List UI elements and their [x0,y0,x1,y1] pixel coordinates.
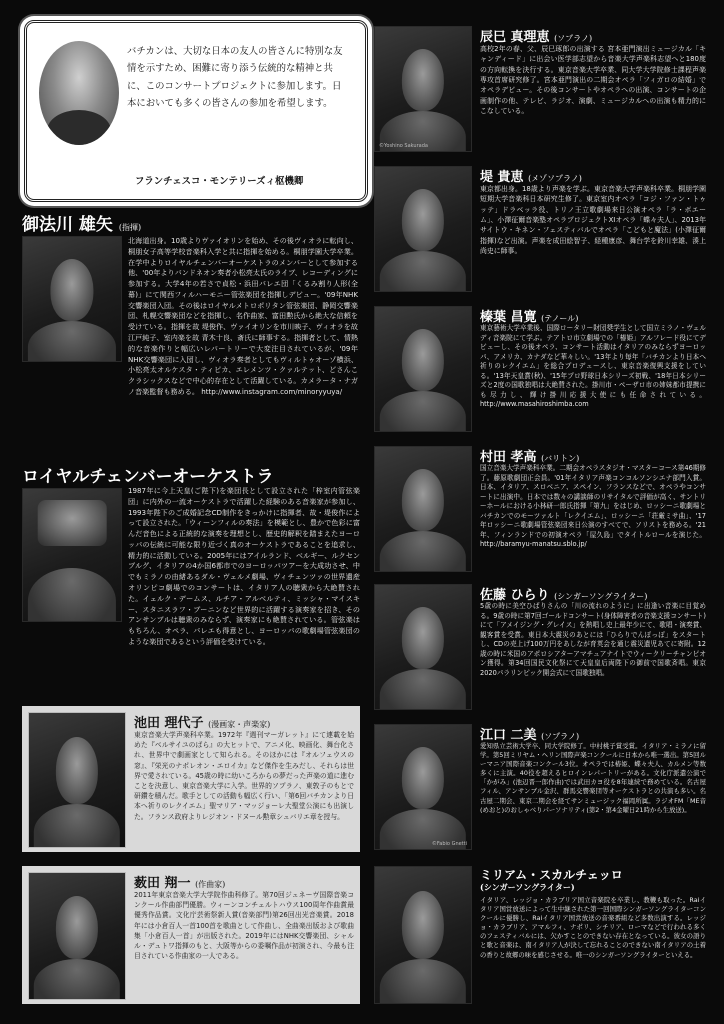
tsutsumi-photo-body [380,251,466,292]
tsutsumi-photo-face [402,189,444,251]
murata-name: 村田 孝高 [480,450,537,465]
tatsumi-heading [480,26,592,45]
murata-bio: 国立音楽大学声楽科卒業。二期会オペラスタジオ・マスターコース第46期修了。藤原歌劇団正会員。'01年イタリア声楽コンコルソンシエナ部門入賞。日本、イタリア、スロベニア、スペイン、フランスなどで、オペラやコンサートに出演中。日本では数々の講談師のリサイタルで評価が高く、サントリーホールにおける小林研一郎氏指揮「第九」をはじめ、ロッシーニ歌劇場とバチカンでのモーツァルト「レクイエム」、ロッシーニ「荘厳ミサ曲」、'17年ロッシーニ歌劇場管弦楽団来日公演のすべてで、ソリストを務める。'21年、フィンランドでの初演オペラ「屋久島」でタイトルロールを演じた。http://baramyu-manatsu.sblo.jp/ [480,464,706,549]
miriam-name: ミリアム・スカルチェッロ [480,868,623,882]
eguchi-heading [480,724,579,743]
ikeda-role: (漫画家・声楽家) [208,720,271,729]
yabuta-photo-face [56,896,98,959]
eguchi-photo [374,724,472,850]
haba-photo-body [380,391,466,432]
ikeda-name: 池田 理代子 [134,716,204,731]
haba-heading [480,306,578,325]
eguchi-name: 江口 二美 [480,728,537,743]
orchestra-bio: 1987年に今上天皇(ご陛下)を楽団長として設立された「梓室内管弦楽団」に内外の一流オーケストラで活躍した経験のある音楽家が参加し、1993年陛下のご成婚記念CD制作をきっかけに指揮者、故・堤俊作によって設立された。「ウィーンフィルの奏法」を模範とし、豊かで色彩に富んだ音色による正統的な演奏を理想とし、歴史的解釈を踏まえたヨーロッパの伝統に可能な限り近づく真のオーケストラであることを追求し、精力的に活動している。2005年にはアイルランド、ベルギー、ルクセンブルグ、イタリアの4か国6都市でのヨーロッパツアーを大成功させ、中でもミラノの由緒あるダル・ヴェルメ劇場、ヴィチェンツァの世界遺産オリンピコ劇場でのコンサートは、イタリア人の聴衆から大絶賛された。イェルク・デームス、ルチア・アルベルティ、ミッシャ・マイスキー、スタニスラフ・ブーニンなど世界的に活躍する演奏家を招き、そのアンサンブルは聴衆のみならず、演奏家にも絶賛されている。管弦楽はもちろん、オペラ、バレエも得意とし、ヨーロッパの歌劇場管弦楽団のような楽団であるという評価を受けている。 [128,486,360,646]
sato-name: 佐藤 ひらり [480,588,550,603]
tatsumi-name: 辰巳 真理恵 [480,30,550,45]
haba-role: (テノール) [541,314,579,323]
yabuta-panel [22,866,360,1004]
murata-photo-body [380,531,466,572]
conductor-heading [22,210,141,235]
eguchi-bio: 愛知県立芸術大学卒、同大学院修了。中村桃子賞受賞。イタリア・ミラノに留学。第5回ミリヤム・ヘリン国際声楽コンクールに日本から唯一選出。第5回ルーマニア国際音楽コンクール3位。オペラでは椿姫、蝶々夫人、カルメン等数多くに主演。40役を超えるヒロインレパートリーがある。文化庁派遣公演で「かがみ」(池辺晋一郎作曲)では武田カヨ役を8年連続で務めている。名古屋フィル、アンサンブル金沢、群馬交響楽団等オーケストラとの共演も多い。名古屋二期会、東京二期会を経てサンミュージック福岡所属。ラジオFM「ME音(めおと)のおしゃべりパーソナリティ(第2・第4金曜日21時から生放送)。 [480,742,706,814]
ikeda-photo-body [34,804,120,848]
tatsumi-role: (ソプラノ) [554,34,593,43]
miriam-role: (シンガーソングライター) [480,882,575,892]
quote-text: バチカンは、大切な日本の友人の皆さんに特別な友情を示すため、困難に寄り添う伝統的な精神と共に、このコンサートプロジェクトに参加します。日本においても多くの皆さんの参加を希望します。 [127,46,343,110]
eguchi-photo-credit: ©Fabio Gnetti [431,841,467,847]
sato-bio: 5歳の時に美空ひばりさんの「川の流れのように」に出逢い音楽に目覚める。9歳の時に第7回ゴールドコンサート(身体障害者の音楽支援コンサート)にて「アメイジング・グレイス」を熱唱し史上最年少にて、歌唱・演奏賞、観客賞を受賞。東日本大震災のあとには「ひらりでんぽっぽ」をスタートし、CDの売上げ100万円をあしなが育英会を通じ震災遺児あてに寄附。12歳の時に米国のアポロシアターアマチュアナイトでウィークリーチャンピオン獲得。第34回国民文化祭にて天皇皇后両陛下の御前で国歌斉唱。東京2020パラリンピック開会式にて国歌独唱。 [480,602,706,677]
miriam-photo-face [402,891,444,959]
yabuta-role: (作曲家) [195,880,226,889]
miriam-photo-body [380,959,466,1004]
orchestra-photo-hall [38,500,107,546]
cardinal-portrait [39,41,119,145]
quote-box [24,20,368,202]
haba-photo [374,306,472,432]
orchestra-photo [22,488,122,622]
orchestra-name: ロイヤルチェンバーオーケストラ [22,467,274,487]
yabuta-name: 薮田 翔一 [134,876,191,891]
ikeda-heading [134,712,270,731]
ikeda-panel [22,706,360,852]
conductor-name: 御法川 雄矢 [22,215,113,235]
murata-photo [374,446,472,572]
yabuta-photo [28,872,126,1000]
eguchi-role: (ソプラノ) [541,732,580,741]
yabuta-photo-body [34,959,120,1000]
cardinal-collar [47,110,111,145]
miriam-bio: イタリア、レッジョ・カラブリア国立音楽院を卒業し、教鞭も取った。Raiイタリア国営放送によって生中継された第一回国際シンガーソングライターコンクールに優勝し、Raiイタリア国営放送の音楽番組など多数出演する。レッジョ・カラブリア、アマルフィ、ナポリ、シチリア、ローマなどで行われる多くのフェスティバルには、欠かすことのできない存在となっている。彼女の語りと歌と音楽は、南イタリア人が決して忘れることのできない南イタリアの土着の香りと故郷の味を感じさせる。唯一のシンガーソングライターといえる。 [480,896,706,959]
yabuta-heading [134,872,225,891]
haba-bio: 東京藝術大学卒業後、国際ロータリー財団奨学生として国立ミラノ・ヴェルディ音楽院にて学ぶ。テアトロ市立劇場での「椿姫」アルフレード役にてデビューし、その後オペラ、コンサート活動はイタリアのみならずヨーロッパ、アメリカ、カナダなど華々しい。'13年より毎年「バチカンより日本へ祈りのレクイエム」を総合プロデュースし、東京音楽復興支援をしている。'13年天皇賞(秋)、'15年プロ野球日本シリーズ初戦、'18年日本シリーズと2度の国歌独唱は大絶賛された。掛川市・ペーザロ市の姉妹都市提携にも尽力し、輝け掛川応援大使にも任命されている。http://www.masahiroshimba.com [480,324,706,409]
murata-photo-face [402,469,444,531]
tsutsumi-bio: 東京都出身。18歳より声楽を学ぶ。東京音楽大学声楽科卒業。桐朋学園短期大学音楽科日本研究生修了。東京室内オペラ「コジ・ファン・トゥッテ」ドラベッラ役、トリノ王立歌劇場来日公演オペラ「ラ・ボエーム」、小澤征爾音楽塾オペラプロジェクトXIオペラ「蝶々夫人」、2013年サイトウ・キネン・フェスティバルでオペラ「こどもと魔法」(小澤征爾指揮)など出演。声楽を成田絵智子、経種康彦、舞台学を鈴川幸雄、湊上尚史に師事。 [480,185,706,256]
haba-name: 榛葉 昌寛 [480,310,537,325]
sato-photo-body [380,669,466,710]
conductor-photo-face [50,259,93,321]
ikeda-photo-face [56,737,98,804]
miriam-photo [374,866,472,1004]
tatsumi-photo-face [402,49,444,111]
sato-heading [480,584,647,603]
murata-heading [480,446,579,465]
tatsumi-bio: 高校2年の春、父、辰巳琢郎の出演する 宮本亜門演出ミュージカル「キャンディード」に出会い医学部志望から音楽大学声楽科志望へと180度の方向転換を決行する。東京音楽大学卒業、同大学大学院修士課程声楽専攻首席研究修了。宮本亜門演出の二期会オペラ「フィガロの結婚」でオペラデビュー。その後コンサートやオペラへの出演、コンサートの企画制作の他、テレビ、ラジオ、演劇、ミュージカルへの出演も精力的にこなしている。 [480,45,706,116]
tatsumi-photo-credit: ©Yoshino Sakurada [379,143,428,149]
ikeda-photo [28,712,126,848]
conductor-photo [22,236,122,362]
quote-signature: フランチェスコ・モンテリーズィ枢機卿 [135,176,304,187]
sato-photo-face [402,607,444,669]
tsutsumi-heading [480,166,582,185]
tsutsumi-role: (メゾソプラノ) [528,174,582,183]
yabuta-bio: 2011年東京音楽大学大学院作曲科修了。第70回ジュネーヴ国際音楽コンクール作曲部門優勝。ウィーンコンチェルトハウス100周年作曲賞最優秀作品賞。文化庁芸術祭新人賞(音楽部門)第26回出光音楽賞。2018年には小倉百人一首100首を歌曲として作曲し、全曲楽出版および歌曲集「小倉百人一首」が出版された。2019年にはNHK交響楽団、シャルル・デュトワ指揮のもと、大阪等からの委嘱作品が初演され、今最も注目されている作曲家の一人である。 [134,891,354,961]
conductor-photo-body [28,321,116,362]
murata-role: (バリトン) [541,454,580,463]
orchestra-photo-stage [28,568,116,622]
sato-photo [374,584,472,710]
sato-role: (シンガーソングライター) [554,592,648,601]
tsutsumi-name: 堤 貴恵 [480,170,524,185]
haba-photo-face [402,329,444,391]
tatsumi-photo [374,26,472,152]
eguchi-photo-face [402,747,444,809]
ikeda-bio: 東京音楽大学声楽科卒業。1972年『週刊マーガレット』にて連載を始めた『ベルサイユのばら』の大ヒットで、アニメ化、映画化、舞台化され、世界中で劇画家として知られる。そのほかには『オルフェウスの窓』、『栄光のナポレオン・エロイカ』など傑作を生みだし、それらは世界で愛されている。45歳の時に幼いころからの夢だった声楽の道に進むことを決意し、東京音楽大学に入学。世界的ソプラノ、東敦子のもとで研鑽を積んだ。歌手としての活動も幅広く行い、「第6回バチカンより日本へ祈りのレクイエム」聖マリア・マッジョーレ大聖堂公演にも出演した。フランス政府よりレジオン・ドヌール勲章シュバリエ章を授与。 [134,731,354,821]
tsutsumi-photo [374,166,472,292]
conductor-role: (指揮) [118,223,142,232]
conductor-bio: 北海道出身。10歳よりヴァイオリンを始め、その後ヴィオラに転向し、桐朋女子高等学校音楽科入学と共に指揮を始める。桐朋学園大学卒業。在学中よりロイヤルチェンバーオーケストラのメンバーとして参加する他、'00年よりバンドネオン奏者小松亮太氏のライブ、レコーディングに参加する。大学4年の若さで貞松・浜田バレエ団「くるみ割り人形(全幕)」にて関西フィルハーモニー管弦楽団を指揮しデビュー。'09年NHK交響楽団入団。その後はロイヤルメトロポリタン管弦楽団、静岡交響楽団、札幌交響楽団などを指揮し、名作曲家、富田勲氏から絶大な信頼を受けている。指揮を故 堤俊作、ヴァイオリンを市川映子、ヴィオラを故 江戸純子、室内楽を故 青木十良、斎氏に師事する。指揮者として、情熱的な音楽作りと幅広いレパートリーで大変注目されているが、'09年NHK交響楽団に入団し、ヴィオラ奏者としてもヴィルトゥオーゾ横浜、小松亮太オルケスタ・ティピカ、エレメンツ・クァルテット、どさんこクラシックスなどで中心的存在として活躍している。カメラータ・ナガノ音楽監督も務める。 http://www.instagram.com/minoryyuya/ [128,236,358,396]
